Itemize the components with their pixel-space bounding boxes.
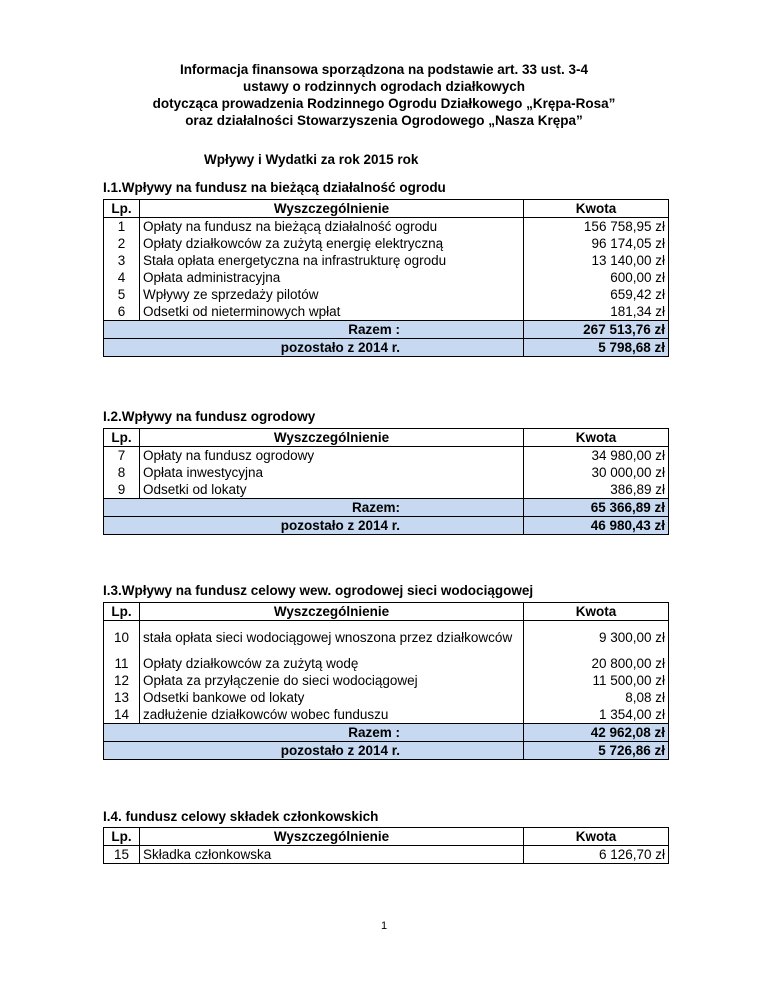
section-3-table	[103, 602, 669, 760]
row-amount: 659,42 zł	[524, 286, 669, 303]
col-desc-header: Wyszczególnienie	[140, 828, 524, 846]
row-amount: 96 174,05 zł	[524, 235, 669, 252]
table-row	[104, 303, 669, 321]
carryover-label: pozostało z 2014 r.	[104, 339, 524, 357]
total-amount: 42 962,08 zł	[524, 724, 669, 742]
table-row	[104, 286, 669, 303]
col-amount-header: Kwota	[524, 429, 669, 447]
table-header-row	[104, 429, 669, 447]
document-header	[100, 61, 668, 129]
row-amount: 6 126,70 zł	[524, 846, 669, 864]
carryover-row	[104, 517, 669, 535]
total-label: Razem :	[104, 321, 524, 339]
carryover-amount: 46 980,43 zł	[524, 517, 669, 535]
row-desc: Odsetki bankowe od lokaty	[140, 689, 524, 706]
row-desc: stała opłata sieci wodociągowej wnoszona przez działkowców	[140, 621, 524, 656]
row-amount: 600,00 zł	[524, 269, 669, 286]
row-lp: 5	[104, 286, 140, 303]
row-amount: 386,89 zł	[524, 481, 669, 499]
row-desc: zadłużenie działkowców wobec funduszu	[140, 706, 524, 724]
row-amount: 8,08 zł	[524, 689, 669, 706]
row-lp: 10	[104, 621, 140, 656]
table-row	[104, 689, 669, 706]
row-lp: 15	[104, 846, 140, 864]
section-3-title: I.3.Wpływy na fundusz celowy wew. ogrodowej sieci wodociągowej	[103, 583, 534, 598]
row-desc: Wpływy ze sprzedaży pilotów	[140, 286, 524, 303]
carryover-row	[104, 339, 669, 357]
table-row	[104, 252, 669, 269]
header-line-3: dotycząca prowadzenia Rodzinnego Ogrodu Działkowego „Krępa-Rosa”	[152, 96, 616, 111]
col-lp-header: Lp.	[104, 200, 140, 218]
table-row	[104, 846, 669, 864]
row-desc: Odsetki od nieterminowych wpłat	[140, 303, 524, 321]
row-amount: 156 758,95 zł	[524, 218, 669, 236]
row-amount: 1 354,00 zł	[524, 706, 669, 724]
col-amount-header: Kwota	[524, 200, 669, 218]
row-desc: Stała opłata energetyczna na infrastrukturę ogrodu	[140, 252, 524, 269]
row-desc: Opłaty działkowców za zużytą wodę	[140, 655, 524, 672]
table-header-row	[104, 200, 669, 218]
row-amount: 181,34 zł	[524, 303, 669, 321]
row-desc: Opłata inwestycyjna	[140, 464, 524, 481]
table-header-row	[104, 603, 669, 621]
carryover-amount: 5 726,86 zł	[524, 742, 669, 760]
row-lp: 12	[104, 672, 140, 689]
col-lp-header: Lp.	[104, 429, 140, 447]
carryover-amount: 5 798,68 zł	[524, 339, 669, 357]
carryover-label: pozostało z 2014 r.	[104, 517, 524, 535]
row-lp: 1	[104, 218, 140, 236]
total-amount: 65 366,89 zł	[524, 499, 669, 517]
table-row	[104, 269, 669, 286]
table-row	[104, 481, 669, 499]
row-lp: 4	[104, 269, 140, 286]
row-lp: 11	[104, 655, 140, 672]
carryover-label: pozostało z 2014 r.	[104, 742, 524, 760]
section-2-table	[103, 428, 669, 535]
total-label: Razem :	[104, 724, 524, 742]
section-1-table	[103, 199, 669, 357]
row-amount: 13 140,00 zł	[524, 252, 669, 269]
table-row	[104, 672, 669, 689]
col-amount-header: Kwota	[524, 828, 669, 846]
table-row	[104, 218, 669, 236]
row-desc: Opłaty działkowców za zużytą energię elektryczną	[140, 235, 524, 252]
col-amount-header: Kwota	[524, 603, 669, 621]
row-desc: Opłaty na fundusz ogrodowy	[140, 447, 524, 465]
table-row	[104, 706, 669, 724]
row-amount: 34 980,00 zł	[524, 447, 669, 465]
page-number: 1	[380, 920, 388, 932]
table-row	[104, 447, 669, 465]
row-lp: 13	[104, 689, 140, 706]
table-row	[104, 235, 669, 252]
total-row	[104, 321, 669, 339]
col-desc-header: Wyszczególnienie	[140, 200, 524, 218]
row-desc: Opłata administracyjna	[140, 269, 524, 286]
row-desc: Składka członkowska	[140, 846, 524, 864]
section-4-title: I.4. fundusz celowy składek członkowskich	[103, 809, 379, 824]
table-row	[104, 655, 669, 672]
header-line-4: oraz działalności Stowarzyszenia Ogrodowego „Nasza Krępa”	[185, 113, 583, 128]
row-lp: 6	[104, 303, 140, 321]
total-row	[104, 499, 669, 517]
row-amount: 11 500,00 zł	[524, 672, 669, 689]
row-lp: 9	[104, 481, 140, 499]
header-line-1: Informacja finansowa sporządzona na podstawie art. 33 ust. 3-4	[179, 62, 589, 77]
total-amount: 267 513,76 zł	[524, 321, 669, 339]
row-desc: Opłata za przyłączenie do sieci wodociągowej	[140, 672, 524, 689]
section-4-table	[103, 827, 669, 864]
col-desc-header: Wyszczególnienie	[140, 603, 524, 621]
row-lp: 8	[104, 464, 140, 481]
row-desc: Opłaty na fundusz na bieżącą działalność ogrodu	[140, 218, 524, 236]
table-row	[104, 464, 669, 481]
header-line-2: ustawy o rodzinnych ogrodach działkowych	[242, 79, 526, 94]
carryover-row	[104, 742, 669, 760]
row-lp: 7	[104, 447, 140, 465]
section-1-title: I.1.Wpływy na fundusz na bieżącą działalność ogrodu	[103, 180, 446, 195]
total-row	[104, 724, 669, 742]
row-lp: 3	[104, 252, 140, 269]
report-subtitle: Wpływy i Wydatki za rok 2015 rok	[204, 152, 419, 167]
row-desc: Odsetki od lokaty	[140, 481, 524, 499]
table-row	[104, 621, 669, 656]
col-lp-header: Lp.	[104, 603, 140, 621]
row-amount: 20 800,00 zł	[524, 655, 669, 672]
col-desc-header: Wyszczególnienie	[140, 429, 524, 447]
row-amount: 30 000,00 zł	[524, 464, 669, 481]
row-lp: 14	[104, 706, 140, 724]
total-label: Razem:	[104, 499, 524, 517]
col-lp-header: Lp.	[104, 828, 140, 846]
row-lp: 2	[104, 235, 140, 252]
row-amount: 9 300,00 zł	[524, 621, 669, 656]
table-header-row	[104, 828, 669, 846]
section-2-title: I.2.Wpływy na fundusz ogrodowy	[103, 409, 316, 424]
